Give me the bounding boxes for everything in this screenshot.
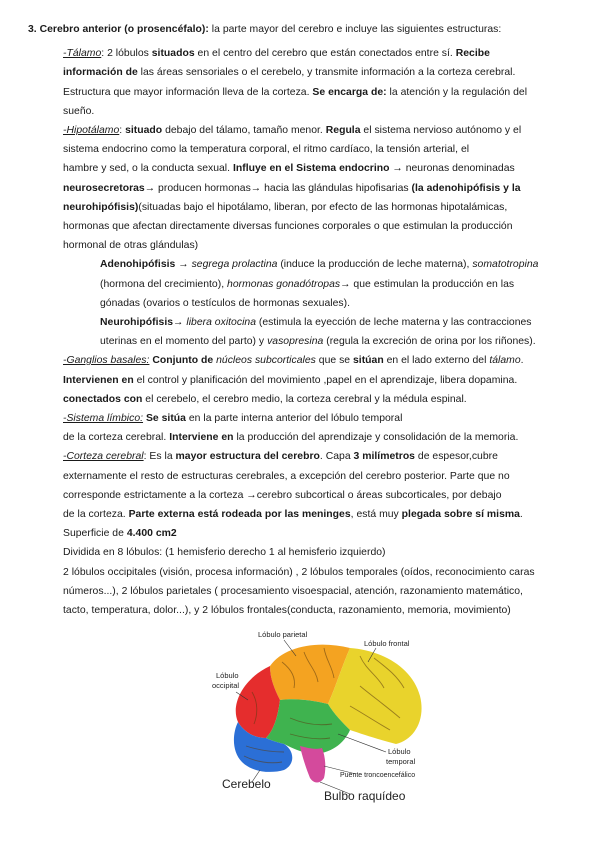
- talamo-line-1: [63, 47, 490, 60]
- label-temporal-2: temporal: [386, 757, 416, 766]
- lobulos-line-2: [63, 566, 535, 579]
- text-run: debajo del tálamo, tamaño menor.: [162, 125, 326, 136]
- text-run: . Capa: [319, 451, 354, 462]
- text-run: Superficie de: [63, 528, 127, 539]
- text-run: en la parte interna anterior del lóbulo temporal: [185, 413, 403, 424]
- label-cerebelo: Cerebelo: [222, 777, 271, 791]
- text-run: en el lado externo del: [383, 355, 490, 366]
- text-run: situado: [125, 125, 163, 136]
- text-run: Adenohipófisis: [100, 259, 176, 270]
- label-parietal: Lóbulo parietal: [258, 630, 308, 639]
- text-run: -Hipotálamo: [63, 125, 120, 136]
- text-run: las áreas sensoriales o el cerebelo, y transmite información a la corteza cerebral.: [137, 67, 516, 78]
- text-run: en el centro del cerebro que están conectados entre sí.: [194, 48, 456, 59]
- text-run: -Ganglios basales:: [63, 355, 150, 366]
- hipotalamo-line-7: [63, 239, 198, 252]
- label-bulbo: Bulbo raquídeo: [324, 789, 406, 803]
- text-run: sueño.: [63, 106, 95, 117]
- text-run: núcleos subcorticales: [216, 355, 316, 366]
- text-run: la parte mayor del cerebro e incluye las siguientes estructuras:: [208, 24, 502, 35]
- limbico-line-2: [63, 431, 518, 444]
- text-run: → que estimulan la producción en las: [340, 279, 515, 290]
- text-run: información de: [63, 67, 138, 78]
- brain-stem: [300, 746, 325, 783]
- text-run: .: [520, 355, 524, 366]
- text-run: gónadas (ovarios o testículos de hormonas sexuales).: [100, 298, 350, 309]
- text-run: 2 lóbulos occipitales (visión, procesa información) , 2 lóbulos temporales (oídos, reconocimiento caras: [63, 567, 535, 578]
- hipotalamo-line-4: [63, 182, 521, 195]
- text-run: externamente el resto de estructuras cerebrales, a excepción del cerebro posterior. Parte que no: [63, 471, 510, 482]
- text-run: el control y planificación del movimiento ,papel en el aprendizaje, libera dopamina.: [133, 375, 518, 386]
- text-run: (estimula la eyección de leche materna y las contracciones: [256, 317, 532, 328]
- text-run: .: [519, 509, 523, 520]
- talamo-line-2: [63, 66, 515, 79]
- text-run: 3. Cerebro anterior (o prosencéfalo):: [28, 24, 209, 35]
- text-run: hormonal de otras glándulas): [63, 240, 199, 251]
- text-run: vasopresina: [267, 336, 324, 347]
- text-run: Regula: [325, 125, 361, 136]
- text-run: la producción del aprendizaje y consolidación de la memoria.: [233, 432, 519, 443]
- text-run: Se encarga de:: [312, 87, 387, 98]
- text-run: hambre y sed, o la conducta sexual.: [63, 163, 233, 174]
- text-run: la atención y la regulación del: [386, 87, 528, 98]
- label-occipital-2: occipital: [212, 681, 240, 690]
- text-run: (regula la excreción de orina por los riñones).: [323, 336, 536, 347]
- text-run: libera oxitocina: [186, 317, 256, 328]
- text-run: de la corteza cerebral.: [63, 432, 170, 443]
- text-run: (hormona del crecimiento),: [100, 279, 228, 290]
- text-run: (la adenohipófisis y la: [411, 183, 521, 194]
- text-run: neurohipófisis): [63, 202, 139, 213]
- text-run: conectados con: [63, 394, 143, 405]
- neurohipofisis-line-1: [100, 316, 532, 329]
- label-frontal: Lóbulo frontal: [364, 639, 410, 648]
- text-run: sistema endocrino como la temperatura corporal, el ritmo cardíaco, la tensión arterial, el: [63, 144, 470, 155]
- text-run: números...), 2 lóbulos parietales ( procesamiento visoespacial, atención, razonamiento matemático,: [63, 586, 523, 597]
- text-run: hormonas que afectan directamente diversas funciones corporales o que estimulan la producción: [63, 221, 513, 232]
- corteza-line-1: [63, 450, 498, 463]
- text-run: : 2 lóbulos: [101, 48, 152, 59]
- text-run: Conjunto de: [152, 355, 214, 366]
- text-run: →: [173, 317, 187, 328]
- ganglios-line-3: [63, 393, 467, 406]
- text-run: -Tálamo: [63, 48, 102, 59]
- text-run: mayor estructura del cerebro: [175, 451, 320, 462]
- text-run: Dividida en 8 lóbulos: (1 hemisferio derecho 1 al hemisferio izquierdo): [63, 547, 386, 558]
- text-run: → producen hormonas→ hacia las glándulas hipofisarias: [144, 183, 412, 194]
- lobulos-line-3: [63, 585, 523, 598]
- text-run: → neuronas denominadas: [389, 163, 515, 174]
- text-run: tacto, temperatura, dolor...), y 2 lóbulos frontales(conducta, razonamiento, memoria, movimiento): [63, 605, 511, 616]
- label-puente: Puente troncoencefálico: [340, 772, 416, 779]
- corteza-line-4: [63, 508, 523, 521]
- text-run: de espesor,cubre: [414, 451, 498, 462]
- text-run: Se sitúa: [145, 413, 186, 424]
- label-temporal-1: Lóbulo: [388, 747, 411, 756]
- text-run: (induce la producción de leche materna),: [277, 259, 473, 270]
- neurohipofisis-line-2: [100, 335, 536, 348]
- limbico-line-1: [63, 412, 402, 425]
- text-run: →: [175, 259, 192, 270]
- text-run: 3 milímetros: [353, 451, 415, 462]
- label-occipital-1: Lóbulo: [216, 671, 239, 680]
- text-run: -Sistema límbico:: [63, 413, 144, 424]
- brain-diagram: [200, 626, 440, 804]
- hipotalamo-line-5: [63, 201, 507, 214]
- text-run: Estructura que mayor información lleva de la corteza.: [63, 87, 313, 98]
- corteza-line-2: [63, 470, 510, 483]
- corteza-line-3: [63, 489, 502, 502]
- text-run: plegada sobre sí misma: [401, 509, 520, 520]
- adenohipofisis-line-3: [100, 297, 350, 310]
- ganglios-line-1: [63, 354, 524, 367]
- text-run: Neurohipófisis: [100, 317, 174, 328]
- text-run: (situadas bajo el hipotálamo, liberan, por efecto de las hormonas hipotalámicas,: [138, 202, 508, 213]
- text-run: neurosecretoras: [63, 183, 145, 194]
- hipotalamo-line-2: [63, 143, 469, 156]
- text-run: , está muy: [350, 509, 402, 520]
- text-run: 4.400 cm2: [126, 528, 177, 539]
- talamo-line-3: [63, 86, 527, 99]
- text-run: segrega prolactina: [191, 259, 278, 270]
- section-heading: [28, 23, 501, 36]
- text-run: hormonas gonadótropas: [227, 279, 341, 290]
- text-run: Parte externa está rodeada por las meninges: [128, 509, 351, 520]
- text-run: Recibe: [455, 48, 490, 59]
- lobulos-line-4: [63, 604, 511, 617]
- ganglios-line-2: [63, 374, 517, 387]
- text-run: Interviene en: [169, 432, 234, 443]
- text-run: somatotropina: [472, 259, 539, 270]
- text-run: Intervienen en: [63, 375, 134, 386]
- hipotalamo-line-1: [63, 124, 521, 137]
- text-run: que se: [315, 355, 353, 366]
- text-run: el sistema nervioso autónomo y el: [360, 125, 522, 136]
- hipotalamo-line-3: [63, 162, 515, 175]
- text-run: tálamo: [489, 355, 521, 366]
- text-run: uterinas en el momento del parto) y: [100, 336, 268, 347]
- talamo-line-4: [63, 105, 94, 118]
- text-run: :: [119, 125, 126, 136]
- text-run: corresponde estrictamente a la corteza →cerebro subcortical o áreas subcorticales, por debajo: [63, 490, 502, 501]
- text-run: -Corteza cerebral: [63, 451, 144, 462]
- text-run: situados: [151, 48, 195, 59]
- corteza-line-5: [63, 527, 177, 540]
- hipotalamo-line-6: [63, 220, 513, 233]
- text-run: de la corteza.: [63, 509, 129, 520]
- lobulos-line-1: [63, 546, 386, 559]
- adenohipofisis-line-1: [100, 258, 538, 271]
- text-run: el cerebelo, el cerebro medio, la corteza cerebral y la médula espinal.: [142, 394, 467, 405]
- adenohipofisis-line-2: [100, 278, 514, 291]
- text-run: : Es la: [143, 451, 176, 462]
- text-run: sitúan: [353, 355, 384, 366]
- text-run: Influye en el Sistema endocrino: [232, 163, 390, 174]
